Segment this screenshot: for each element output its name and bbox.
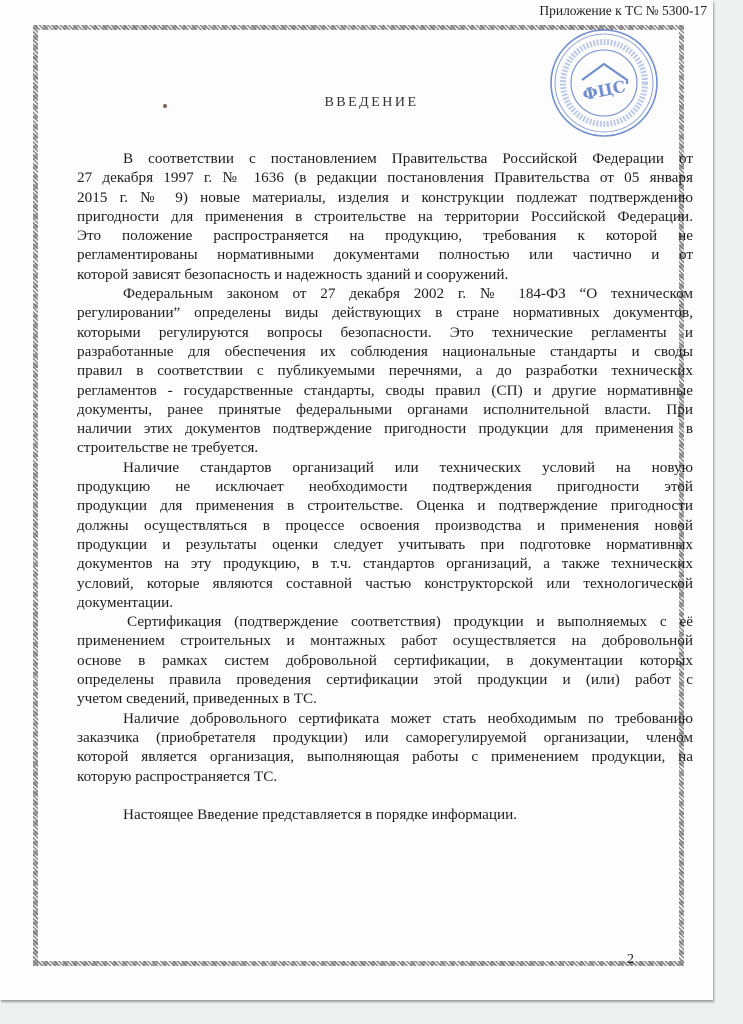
text-line: применением строительных и монтажных работ осуществляется на добровольной <box>77 632 693 650</box>
text-line: Это положение распространяется на продукцию, требования к которой не <box>77 227 693 245</box>
text-line: разработанные для обеспечения их соблюдения национальные стандарты и своды <box>77 342 693 360</box>
paragraph <box>77 709 693 786</box>
text-line: которую распространяется ТС. <box>77 767 278 785</box>
text-line: 27 декабря 1997 г. № 1636 (в редакции постановления Правительства от 05 января <box>77 169 693 187</box>
text-line: определены правила проведения сертификации этой продукции и (или) работ с <box>77 671 693 689</box>
annex-label: Приложение к ТС № 5300-17 <box>539 3 707 18</box>
paragraph <box>77 284 693 458</box>
text-line: должны осуществляться в процессе освоения производства и применения новой <box>77 516 693 534</box>
paragraph <box>77 805 693 824</box>
text-line: В соответствии с постановлением Правительства Российской Федерации от <box>123 150 693 167</box>
text-line: условий, которые являются составной частью конструкторской или технологической <box>77 574 693 592</box>
text-line: Федеральным законом от 27 декабря 2002 г. № 184-ФЗ “О техническом <box>123 285 693 303</box>
text-line: наличии этих документов подтверждение пригодности продукции для применения в <box>77 420 693 438</box>
paragraph-spacer <box>77 786 693 805</box>
paragraph <box>77 612 693 708</box>
page-title: ВВЕДЕНИЕ <box>324 95 419 110</box>
text-line: Наличие добровольного сертификата может стать необходимым по требованию <box>123 709 693 727</box>
text-line: пригодности для применения в строительстве на территории Российской Федерации. <box>77 207 693 225</box>
text-line: регулировании” определены виды действующих в стране нормативных документов, <box>77 304 693 322</box>
text-line: регламентированы нормативными документами полностью или частично и от <box>77 246 693 264</box>
text-line: заказчика (приобретателя продукции) или саморегулируемой организации, членом <box>77 728 693 746</box>
text-line: которой зависят безопасность и надежность зданий и сооружений. <box>77 265 509 283</box>
text-line: которыми регулируются вопросы безопасности. Это технические регламенты и <box>77 323 693 341</box>
seal-emblem-text: ФЦС <box>580 76 628 105</box>
text-line: которой является организация, выполняющая работы с применением продукции, на <box>77 748 693 766</box>
text-line: основе в рамках систем добровольной сертификации, в документации которых <box>77 651 693 669</box>
text-line: продукцию не исключает необходимости подтверждения пригодности этой <box>77 478 693 496</box>
text-line: строительстве не требуется. <box>77 439 259 457</box>
text-line: продукции для применения в строительстве. Оценка и подтверждение пригодности <box>77 497 693 515</box>
document-body <box>77 149 693 824</box>
text-line: Наличие стандартов организаций или технических условий на новую <box>123 458 693 476</box>
text-line: документы, ранее принятые федеральными органами исполнительной власти. При <box>77 400 693 418</box>
text-line: документации. <box>77 593 174 611</box>
text-line: правил в соответствии с публикуемыми перечнями, а до разработки технических <box>77 362 693 380</box>
text-line: Настоящее Введение представляется в порядке информации. <box>123 806 518 824</box>
text-line: регламентов - государственные стандарты, своды правил (СП) и другие нормативные <box>77 381 693 399</box>
seal-stamp <box>548 28 660 138</box>
page-number: 2 <box>627 952 634 967</box>
text-line: документов на эту продукцию, в т.ч. стандартов организаций, а также технических <box>77 555 693 573</box>
text-line: учетом сведений, приведенных в ТС. <box>77 690 317 708</box>
paragraph <box>77 458 693 612</box>
text-line: 2015 г. № 9) новые материалы, изделия и конструкции подлежат подтверждению <box>77 188 693 206</box>
text-line: продукции и результаты оценки следует учитывать при подготовке нормативных <box>77 535 693 553</box>
text-line: Сертификация (подтверждение соответствия) продукции и выполняемых с её <box>127 613 693 631</box>
paragraph <box>77 149 693 284</box>
